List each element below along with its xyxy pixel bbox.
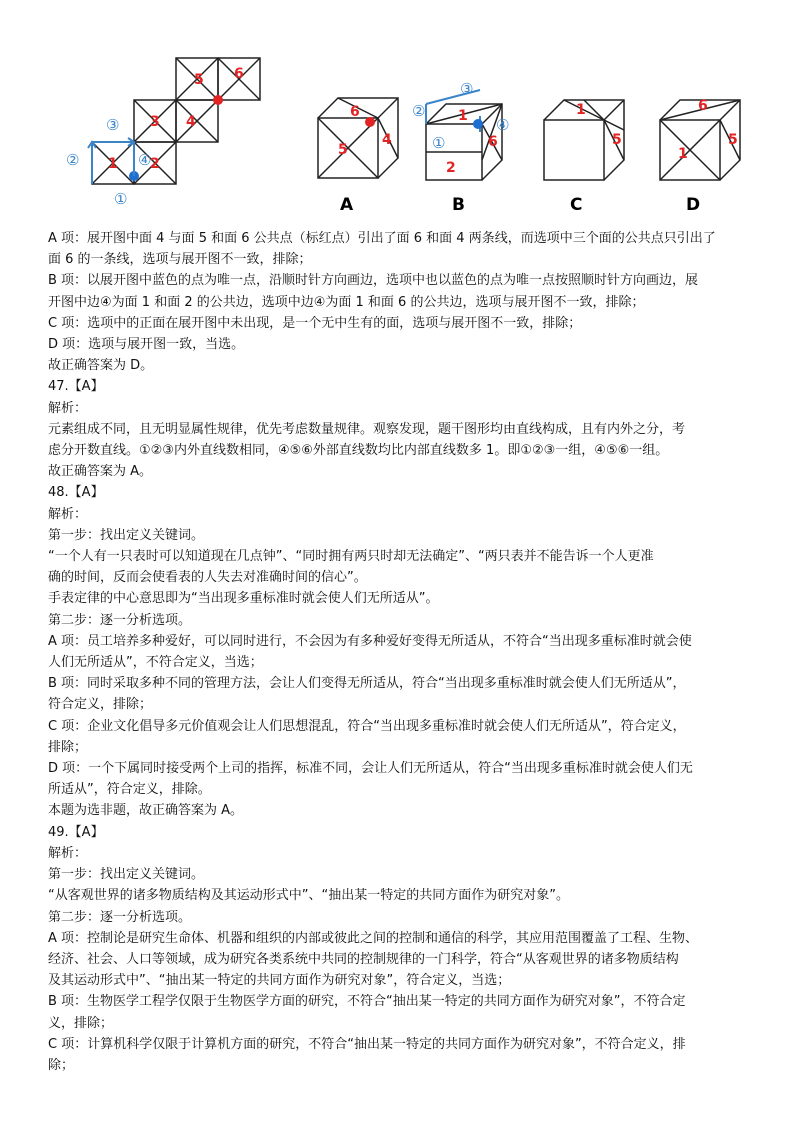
edge-marker-4: ④ (138, 151, 152, 169)
question-figure (60, 50, 760, 220)
option-c-label: C (570, 195, 583, 215)
option-d-label: D (686, 195, 701, 215)
net-face-2: 2 (150, 156, 160, 172)
svg-text:③: ③ (460, 80, 474, 98)
svg-text:①: ① (432, 134, 446, 152)
text-line: 除； (48, 1057, 75, 1073)
svg-text:②: ② (412, 102, 426, 120)
answer-explanations (48, 228, 758, 1076)
text-line: C 项：计算机科学仅限于计算机方面的研究，不符合“抽出某一特定的共同方面作为研究对象”，不符合定义，排 (48, 1036, 686, 1052)
text-line: 排除； (48, 739, 88, 755)
edge-marker-1: ① (114, 190, 128, 208)
text-line: 第二步：逐一分析选项。 (48, 612, 192, 628)
text-line: “从客观世界的诸多物质结构及其运动形式中”、“抽出某一特定的共同方面作为研究对象”。 (48, 888, 569, 904)
text-line: A 项：控制论是研究生命体、机器和组织的内部或彼此之间的控制和通信的科学，其应用范围覆盖了工程、生物、 (48, 930, 699, 946)
text-line: C 项：企业文化倡导多元价值观会让人们思想混乱，符合“当出现多重标准时就会使人们无所适从”，符合定义， (48, 718, 686, 734)
net-face-4: 4 (186, 114, 196, 130)
cube-b-face-2: 2 (446, 160, 456, 176)
text-line: 故正确答案为 D。 (48, 358, 154, 374)
svg-text:④: ④ (496, 116, 510, 134)
text-line: 人们无所适从”，不符合定义，当选； (48, 655, 263, 671)
text-line: 第一步：找出定义关键词。 (48, 527, 205, 543)
cube-figures (60, 50, 760, 220)
option-a-label: A (340, 195, 354, 215)
text-line: A 项：展开图中面 4 与面 5 和面 6 公共点（标红点）引出了面 6 和面 4 两条线，而选项中三个面的公共点只引出了 (48, 231, 716, 246)
net-face-1: 1 (108, 156, 118, 172)
text-line: 49.【A】 (48, 824, 104, 840)
text-line: 本题为选非题，故正确答案为 A。 (48, 803, 244, 819)
text-line: 面 6 的一条线，选项与展开图不一致，排除； (48, 252, 312, 268)
text-line: 解析： (48, 845, 88, 861)
text-line: “一个人有一只表时可以知道现在几点钟”、“同时拥有两只时却无法确定”、“两只表并不能告诉一个人更准 (48, 549, 654, 565)
cube-b-face-1: 1 (458, 108, 468, 124)
option-b-label: B (452, 195, 465, 215)
text-line: 元素组成不同，且无明显属性规律，优先考虑数量规律。观察发现，题干图形均由直线构成，且有内外之分，考 (48, 421, 686, 437)
text-line: B 项：生物医学工程学仅限于生物医学方面的研究，不符合“抽出某一特定的共同方面作为研究对象”，不符合定 (48, 994, 686, 1010)
text-line: 第二步：逐一分析选项。 (48, 909, 192, 925)
cube-d-face-5: 5 (728, 132, 738, 148)
text-line: 虑分开数直线。①②③内外直线数相同，④⑤⑥外部直线数均比内部直线数多 1。即①②③一组，④⑤⑥一组。 (48, 443, 669, 459)
text-line: 经济、社会、人口等领域，成为研究各类系统中共同的控制规律的一门科学，符合“从客观世界的诸多物质结构 (48, 951, 679, 967)
cube-a-face-5: 5 (338, 142, 348, 158)
text-line: 及其运动形式中”、“抽出某一特定的共同方面作为研究对象”，符合定义，当选； (48, 973, 511, 989)
cube-c-face-5: 5 (612, 132, 622, 148)
red-point (213, 95, 223, 105)
text-line: A 项：员工培养多种爱好，可以同时进行，不会因为有多种爱好变得无所适从，不符合“当出现多重标准时就会使 (48, 633, 692, 649)
text-line: 解析： (48, 400, 88, 416)
text-line: 故正确答案为 A。 (48, 464, 153, 480)
cube-b-face-6: 6 (488, 134, 498, 150)
text-line: 所适从”，符合定义，排除。 (48, 782, 211, 798)
text-line: 第一步：找出定义关键词。 (48, 867, 205, 883)
net-face-6: 6 (234, 66, 244, 82)
text-line: 开图中边④为面 1 和面 2 的公共边，选项中边④为面 1 和面 6 的公共边，选项与展开图不一致，排除； (48, 294, 645, 310)
net-face-5: 5 (194, 72, 204, 88)
text-line: 解析： (48, 506, 88, 522)
text-line: D 项：选项与展开图一致，当选。 (48, 337, 245, 353)
edge-marker-2: ② (66, 151, 80, 169)
text-line: C 项：选项中的正面在展开图中未出现，是一个无中生有的面，选项与展开图不一致，排除； (48, 315, 582, 331)
net-face-3: 3 (150, 114, 160, 130)
cube-d-face-6: 6 (698, 98, 708, 114)
text-line: 手表定律的中心意思即为“当出现多重标准时就会使人们无所适从”。 (48, 591, 439, 607)
text-line: B 项：同时采取多种不同的管理方法，会让人们变得无所适从，符合“当出现多重标准时就会使人们无所适从”， (48, 676, 686, 692)
text-line: 47.【A】 (48, 379, 104, 395)
cube-a-face-6: 6 (350, 104, 360, 120)
text-line: B 项：以展开图中蓝色的点为唯一点，沿顺时针方向画边，选项中也以蓝色的点为唯一点按照顺时针方向画边，展 (48, 273, 699, 289)
edge-marker-3: ③ (106, 116, 120, 134)
text-line: 48.【A】 (48, 485, 104, 501)
cube-d-face-1: 1 (678, 146, 688, 162)
text-line: D 项：一个下属同时接受两个上司的指挥，标准不同，会让人们无所适从，符合“当出现多重标准时就会使人们无 (48, 761, 693, 777)
text-line: 义，排除； (48, 1015, 114, 1031)
text-line: 符合定义，排除； (48, 697, 153, 713)
text-line: 确的时间，反而会使看表的人失去对准确时间的信心”。 (48, 570, 367, 586)
cube-c-face-1: 1 (576, 102, 586, 118)
cube-a-face-4: 4 (382, 132, 392, 148)
